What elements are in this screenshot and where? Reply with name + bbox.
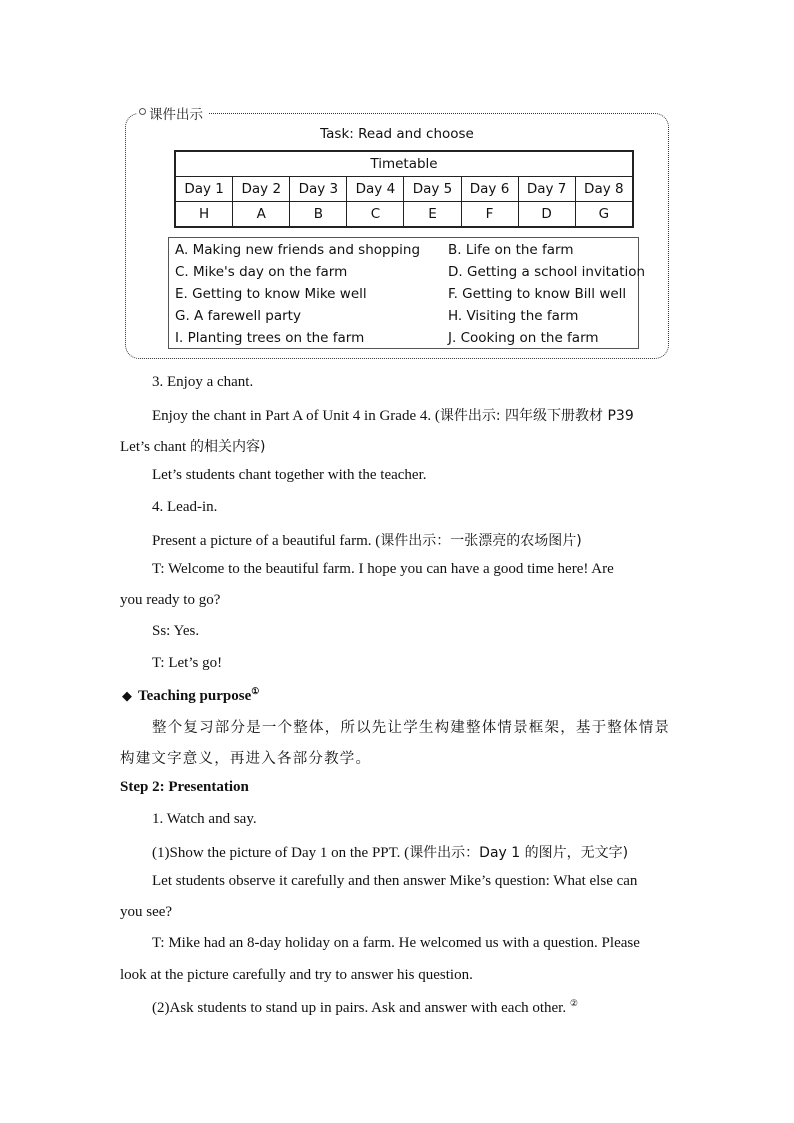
timetable-answer: E [404,201,461,227]
body-line: Enjoy the chant in Part A of Unit 4 in Grade 4. (课件出示: 四年级下册教材 P39 [152,408,634,424]
body-line: look at the picture carefully and try to answer his question. [120,967,473,983]
body-line: Let’s chant 的相关内容) [120,439,266,455]
teaching-purpose-heading: ◆ Teaching purpose① [122,686,260,704]
courseware-label: 课件出示 [137,103,209,123]
step-heading: Step 2: Presentation [120,779,249,795]
timetable-answer: F [461,201,518,227]
option-item: G. A farewell party [175,308,301,324]
body-line: 3. Enjoy a chant. [152,374,254,390]
ring-icon [139,108,146,115]
timetable-day: Day 3 [290,177,347,202]
body-line: 4. Lead-in. [152,499,218,515]
option-item: I. Planting trees on the farm [175,330,365,346]
timetable [174,150,634,228]
footnote-marker: ② [569,998,578,1008]
purpose-paragraph: 整个复习部分是一个整体，所以先让学生构建整体情景框架，基于整体情景 [152,720,671,736]
footnote-marker: ① [251,686,260,696]
body-line: T: Mike had an 8-day holiday on a farm. He welcomed us with a question. Please [152,935,640,951]
body-line: you ready to go? [120,592,221,608]
body-line: Let students observe it carefully and then answer Mike’s question: What else can [152,873,638,889]
body-line: Ss: Yes. [152,623,200,639]
timetable-day: Day 5 [404,177,461,202]
diamond-bullet-icon: ◆ [122,689,132,704]
option-item: F. Getting to know Bill well [448,286,627,302]
timetable-caption: Timetable [175,151,633,177]
body-line: 1. Watch and say. [152,811,257,827]
body-line: T: Welcome to the beautiful farm. I hope you can have a good time here! Are [152,561,614,577]
option-item: C. Mike's day on the farm [175,264,348,280]
option-item: J. Cooking on the farm [448,330,599,346]
body-line: (2)Ask students to stand up in pairs. Ask and answer with each other. ② [152,998,578,1016]
timetable-day: Day 2 [233,177,290,202]
task-title: Task: Read and choose [320,126,474,142]
body-line: Present a picture of a beautiful farm. (课件出示：一张漂亮的农场图片) [152,533,582,549]
option-item: B. Life on the farm [448,242,574,258]
body-line: Let’s students chant together with the teacher. [152,467,427,483]
body-line: (1)Show the picture of Day 1 on the PPT. (课件出示：Day 1 的图片，无文字) [152,845,629,861]
timetable-answer: A [233,201,290,227]
option-item: H. Visiting the farm [448,308,579,324]
timetable-answer: B [290,201,347,227]
timetable-day: Day 6 [461,177,518,202]
body-line: you see? [120,904,173,920]
purpose-paragraph: 构建文字意义，再进入各部分教学。 [120,751,372,767]
option-item: D. Getting a school invitation [448,264,646,280]
options-box [168,237,646,349]
timetable-day: Day 4 [347,177,404,202]
timetable-answer: G [575,201,633,227]
timetable-day: Day 7 [518,177,575,202]
timetable-day: Day 1 [175,177,233,202]
timetable-answer: H [175,201,233,227]
timetable-answer: C [347,201,404,227]
option-item: E. Getting to know Mike well [175,286,367,302]
timetable-day: Day 8 [575,177,633,202]
option-item: A. Making new friends and shopping [175,242,421,258]
timetable-answer: D [518,201,575,227]
body-line: T: Let’s go! [152,655,223,671]
